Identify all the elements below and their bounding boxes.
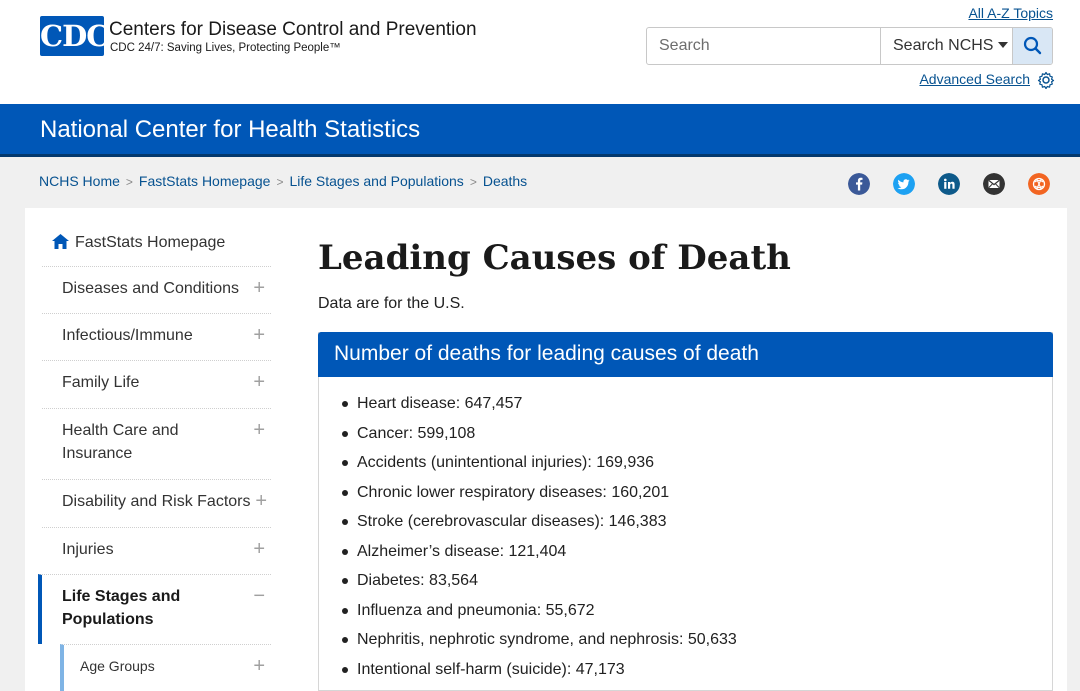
caret-down-icon <box>998 42 1008 48</box>
search-button[interactable] <box>1012 28 1052 64</box>
breadcrumb-separator: > <box>276 175 284 189</box>
list-item: Cancer: 599,108 <box>342 422 737 452</box>
expand-icon[interactable]: + <box>255 490 267 512</box>
list-item: Chronic lower respiratory diseases: 160,201 <box>342 481 737 511</box>
search-scope-dropdown[interactable] <box>880 28 1012 64</box>
search-icon <box>1013 28 1053 64</box>
list-item: Intentional self-harm (suicide): 47,173 <box>342 658 737 688</box>
az-topics-link[interactable]: All A-Z Topics <box>968 5 1053 21</box>
banner-title[interactable]: National Center for Health Statistics <box>40 116 421 143</box>
cdc-logo[interactable] <box>40 16 109 56</box>
sidebar-item-disability[interactable] <box>42 479 271 527</box>
expand-icon[interactable]: + <box>253 419 265 441</box>
sidebar-item-infectious[interactable] <box>42 313 271 360</box>
home-icon <box>52 234 69 249</box>
expand-icon[interactable]: + <box>253 655 265 677</box>
sidebar-item-label: Age Groups <box>80 658 155 674</box>
search-scope-label: Search NCHS <box>893 37 994 54</box>
causes-list <box>342 392 737 687</box>
syndicate-icon[interactable] <box>1028 173 1050 195</box>
gear-icon[interactable] <box>1037 71 1055 89</box>
page-title: Leading Causes of Death <box>318 238 791 278</box>
card-title: Number of deaths for leading causes of death <box>334 342 759 365</box>
site-header <box>0 0 1080 104</box>
sidebar-item-injuries[interactable] <box>42 527 271 574</box>
sidebar-item-health-care[interactable] <box>42 408 271 479</box>
sidebar-item-label: Health Care and Insurance <box>62 422 179 462</box>
collapse-icon[interactable]: − <box>253 585 265 607</box>
expand-icon[interactable]: + <box>253 324 265 346</box>
email-icon[interactable] <box>983 173 1005 195</box>
advanced-search-link[interactable]: Advanced Search <box>919 71 1030 87</box>
search-input[interactable] <box>647 28 880 64</box>
sidebar-item-label: Family Life <box>62 374 140 391</box>
sidebar-item-label: Diseases and Conditions <box>62 280 239 297</box>
expand-icon[interactable]: + <box>253 371 265 393</box>
expand-icon[interactable]: + <box>253 277 265 299</box>
org-name[interactable]: Centers for Disease Control and Prevention <box>109 19 477 40</box>
nchs-banner <box>0 104 1080 157</box>
sidebar-item-diseases[interactable] <box>42 266 271 313</box>
list-item: Nephritis, nephrotic syndrome, and nephrosis: 50,633 <box>342 628 737 658</box>
breadcrumb-life-stages[interactable]: Life Stages and Populations <box>289 173 464 189</box>
list-item: Alzheimer’s disease: 121,404 <box>342 540 737 570</box>
breadcrumb-faststats[interactable]: FastStats Homepage <box>138 173 271 189</box>
sidebar-item-label: Injuries <box>62 541 114 558</box>
data-note: Data are for the U.S. <box>318 295 465 312</box>
expand-icon[interactable]: + <box>253 538 265 560</box>
linkedin-icon[interactable] <box>938 173 960 195</box>
card-header <box>318 332 1053 377</box>
breadcrumb-nchs-home[interactable]: NCHS Home <box>39 173 120 189</box>
facebook-icon[interactable] <box>848 173 870 195</box>
breadcrumb <box>39 173 527 189</box>
list-item: Diabetes: 83,564 <box>342 569 737 599</box>
sidebar-item-family-life[interactable] <box>42 360 271 408</box>
sidebar-item-label: Infectious/Immune <box>62 327 193 344</box>
breadcrumb-separator: > <box>125 175 133 189</box>
sidebar-home-label: FastStats Homepage <box>75 234 226 251</box>
breadcrumb-deaths[interactable]: Deaths <box>482 173 528 189</box>
breadcrumb-separator: > <box>469 175 477 189</box>
search-bar <box>646 27 1053 65</box>
list-item: Stroke (cerebrovascular diseases): 146,383 <box>342 510 737 540</box>
list-item: Influenza and pneumonia: 55,672 <box>342 599 737 629</box>
sidebar-item-label: Disability and Risk Factors <box>62 493 251 510</box>
sidebar-item-label: Life Stages and Populations <box>62 588 181 628</box>
logo-text: CDC <box>40 19 109 53</box>
sidebar-home-link[interactable] <box>52 234 225 252</box>
twitter-icon[interactable] <box>893 173 915 195</box>
list-item: Accidents (unintentional injuries): 169,936 <box>342 451 737 481</box>
list-item: Heart disease: 647,457 <box>342 392 737 422</box>
sidebar-item-age-groups[interactable] <box>60 644 271 691</box>
tagline: CDC 24/7: Saving Lives, Protecting People™ <box>110 42 341 54</box>
sidebar-item-life-stages[interactable] <box>38 574 271 644</box>
